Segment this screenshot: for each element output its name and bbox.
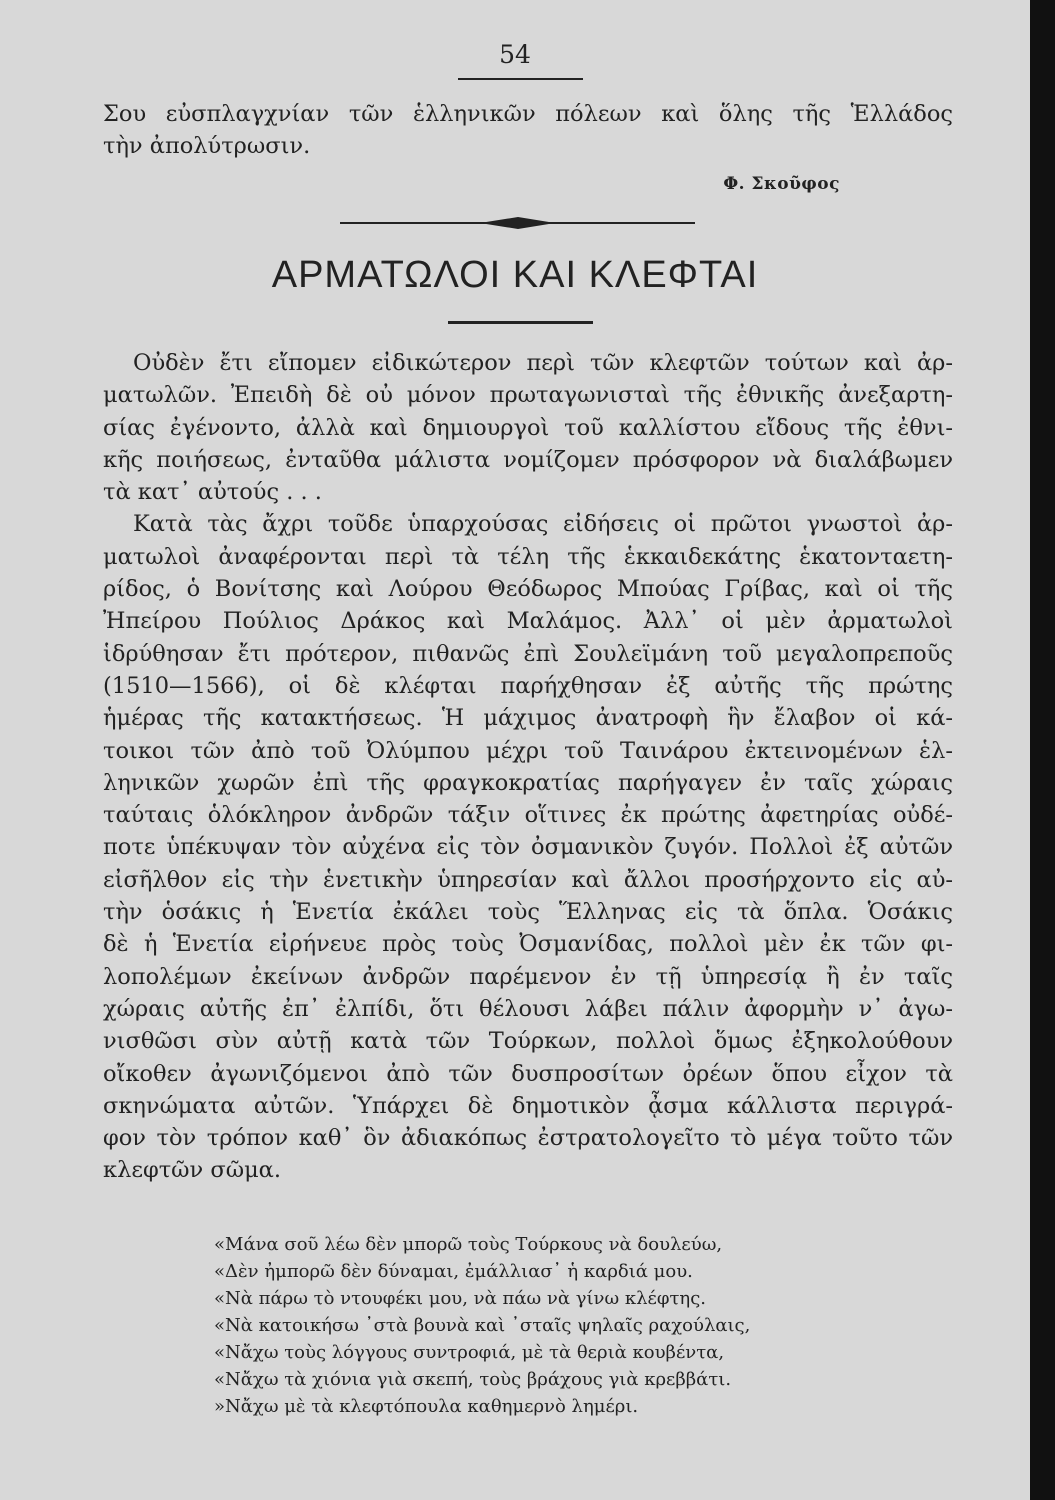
body-line: τὰ κατ᾿ αὐτούς . . . (103, 479, 322, 506)
body-line: ἡμέρας τῆς κατακτήσεως. Ἡ μάχιμος ἀνατροφὴ ἣν ἔλαβον οἱ κά- (103, 705, 953, 732)
body-line: Ἠπείρου Πούλιος Δράκος καὶ Μαλάμος. Ἀλλ᾿ οἱ μὲν ἀρματωλοὶ (103, 608, 953, 635)
intro-paragraph (103, 98, 953, 163)
ornament-divider (340, 213, 695, 233)
body-line: κλεφτῶν σῶμα. (103, 1157, 282, 1184)
page-number-rule (458, 78, 583, 80)
page-number: 54 (499, 40, 531, 69)
body-line: (1510—1566), οἱ δὲ κλέφται παρήχθησαν ἐξ αὐτῆς τῆς πρώτης (103, 672, 953, 699)
poem-line: »Νἄχω μὲ τὰ κλεφτόπουλα καθημερνὸ λημέρι. (214, 1396, 639, 1417)
body-line: σκηνώματα αὐτῶν. Ὑπάρχει δὲ δημοτικὸν ᾆσμα κάλλιστα περιγρά- (103, 1092, 953, 1119)
page-edge-shadow (1030, 0, 1055, 1500)
body-line: φον τὸν τρόπον καθ᾿ ὃν ἀδιακόπως ἐστρατολογεῖτο τὸ μέγα τοῦτο τῶν (103, 1125, 953, 1152)
body-line: ματωλοὶ ἀναφέρονται περὶ τὰ τέλη τῆς ἑκκαιδεκάτης ἑκατονταετη- (103, 543, 953, 570)
article-title: ΑΡΜΑΤΩΛΟΙ ΚΑΙ ΚΛΕΦΤΑΙ (271, 254, 759, 296)
folk-song-poem (214, 1231, 750, 1420)
body-line: χώραις αὐτῆς ἐπ᾿ ἐλπίδι, ὅτι θέλουσι λάβει πάλιν ἀφορμὴν ν᾿ ἀγω- (103, 995, 953, 1022)
poem-line: «Δὲν ἠμπορῶ δὲν δύναμαι, ἐμάλλιασ᾿ ἡ καρδιά μου. (214, 1261, 693, 1282)
body-line: Οὐδὲν ἔτι εἴπομεν εἰδικώτερον περὶ τῶν κλεφτῶν τούτων καὶ ἀρ- (133, 350, 953, 376)
body-line: δὲ ἡ Ἑνετία εἰρήνευε πρὸς τοὺς Ὀσμανίδας, πολλοὶ μὲν ἐκ τῶν φι- (103, 931, 953, 958)
body-line: ρίδος, ὁ Βονίτσης καὶ Λούρου Θεόδωρος Μπούας Γρίβας, καὶ οἱ τῆς (103, 576, 953, 603)
body-line: τοικοι τῶν ἀπὸ τοῦ Ὀλύμπου μέχρι τοῦ Ταινάρου ἐκτεινομένων ἑλ- (103, 737, 953, 764)
body-line: τὴν ὁσάκις ἡ Ἑνετία ἐκάλει τοὺς Ἕλληνας εἰς τὰ ὅπλα. Ὁσάκις (103, 899, 953, 926)
title-rule (448, 321, 593, 324)
intro-line: Σου εὐσπλαγχνίαν τῶν ἑλληνικῶν πόλεων καὶ ὅλης τῆς Ἑλλάδος (103, 101, 953, 127)
poem-line: «Νἄχω τοὺς λόγγους συντροφιά, μὲ τὰ θεριὰ κουβέντα, (214, 1342, 725, 1363)
intro-line: τὴν ἀπολύτρωσιν. (103, 133, 311, 160)
author-signature: Φ. Σκοῦφος (723, 174, 840, 194)
body-line: ποτε ὑπέκυψαν τὸν αὐχένα εἰς τὸν ὀσμανικὸν ζυγόν. Πολλοὶ ἐξ αὐτῶν (103, 834, 953, 861)
body-line: ματωλῶν. Ἐπειδὴ δὲ οὐ μόνον πρωταγωνισταὶ τῆς ἐθνικῆς ἀνεξαρτη- (103, 382, 953, 409)
body-line: κῆς ποιήσεως, ἐνταῦθα μάλιστα νομίζομεν πρόσφορον νὰ διαλάβωμεν (103, 446, 953, 473)
body-line: ταύταις ὁλόκληρον ἀνδρῶν τάξιν οἵτινες ἐκ πρώτης ἀφετηρίας οὐδέ- (103, 802, 953, 829)
poem-line: «Μάνα σοῦ λέω δὲν μπορῶ τοὺς Τούρκους νὰ δουλεύω, (214, 1234, 723, 1255)
body-line: Κατὰ τὰς ἄχρι τοῦδε ὑπαρχούσας εἰδήσεις οἱ πρῶτοι γνωστοὶ ἀρ- (133, 511, 953, 538)
body-line: εἰσῆλθον εἰς τὴν ἑνετικὴν ὑπηρεσίαν καὶ ἄλλοι προσήρχοντο εἰς αὐ- (103, 866, 953, 893)
body-line: λοπολέμων ἐκείνων ἀνδρῶν παρέμενον ἐν τῇ ὑπηρεσίᾳ ἢ ἐν ταῖς (103, 963, 953, 990)
body-line: ἱδρύθησαν ἔτι πρότερον, πιθανῶς ἐπὶ Σουλεϊμάνη τοῦ μεγαλοπρεποῦς (103, 640, 953, 667)
body-line: ληνικῶν χωρῶν ἐπὶ τῆς φραγκοκρατίας παρήγαγεν ἐν ταῖς χώραις (103, 769, 953, 796)
poem-line: «Νὰ πάρω τὸ ντουφέκι μου, νὰ πάω νὰ γίνω κλέφτης. (214, 1288, 706, 1309)
poem-line: «Νἄχω τὰ χιόνια γιὰ σκεπή, τοὺς βράχους γιὰ κρεββάτι. (214, 1369, 732, 1390)
article-body (103, 347, 953, 1187)
body-line: οἴκοθεν ἀγωνιζόμενοι ἀπὸ τῶν δυσπροσίτων ὀρέων ὅπου εἶχον τὰ (103, 1060, 953, 1087)
body-line: νισθῶσι σὺν αὐτῇ κατὰ τῶν Τούρκων, πολλοὶ ὅμως ἐξηκολούθουν (103, 1028, 953, 1055)
poem-line: «Νὰ κατοικήσω ᾿στὰ βουνὰ καὶ ᾿σταῖς ψηλαῖς ραχούλαις, (214, 1315, 751, 1336)
body-line: σίας ἐγένοντο, ἀλλὰ καὶ δημιουργοὶ τοῦ καλλίστου εἴδους τῆς ἐθνι- (103, 414, 953, 441)
